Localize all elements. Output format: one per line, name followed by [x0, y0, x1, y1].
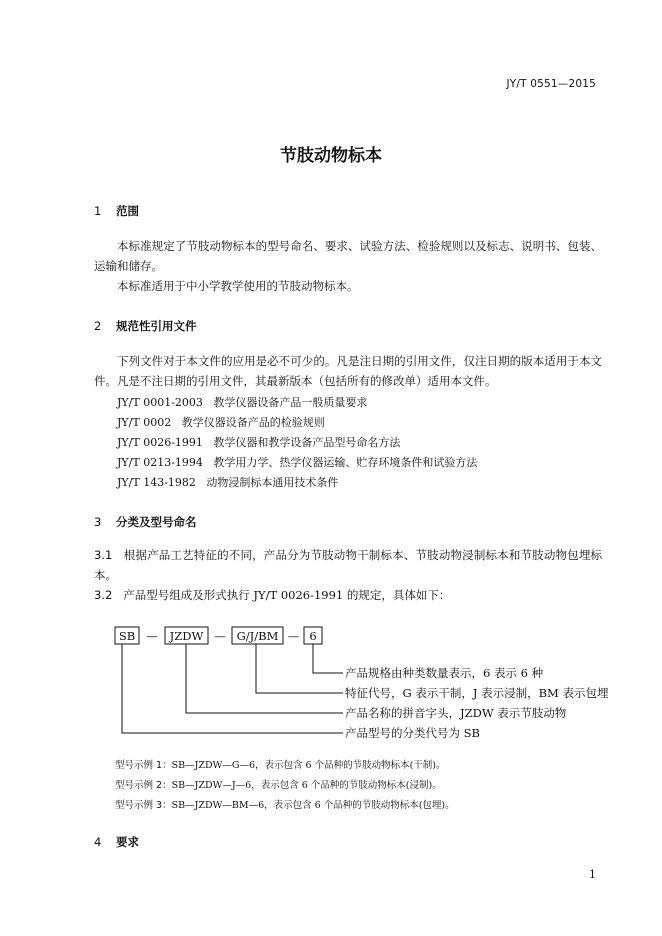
example-text: SB—JZDW—G—6，表示包含 6 个品种的节肢动物标本(干制)。	[171, 760, 446, 771]
reference-code: JY/T 0002	[117, 416, 172, 429]
clause-text: 产品型号组成及形式执行 JY/T 0026-1991 的规定，具体如下：	[123, 588, 451, 602]
box-label-jzdw: JZDW	[169, 629, 204, 643]
section-number: 1	[94, 204, 102, 218]
reference-code: JY/T 0026-1991	[117, 436, 203, 449]
section-number: 3	[94, 515, 102, 529]
reference-code: JY/T 0213-1994	[117, 456, 203, 469]
box-label-g-j-bm: G/J/BM	[236, 629, 279, 643]
annotation-class-code: 产品型号的分类代号为 SB	[345, 726, 480, 740]
reference-title: 教学用力学、热学仪器运输、贮存环境条件和试验方法	[213, 456, 478, 469]
section-title: 要求	[116, 835, 139, 849]
section-4-heading	[94, 834, 139, 850]
leader-line-3	[186, 644, 343, 713]
leader-line-4	[122, 644, 343, 733]
reference-title: 教学仪器设备产品一般质量要求	[213, 396, 368, 409]
leader-line-1	[313, 644, 343, 673]
section-1-paragraph-1: 本标准规定了节肢动物标本的型号命名、要求、试验方法、检验规则以及标志、说明书、包装、运输和储存。	[94, 239, 602, 273]
reference-code: JY/T 143-1982	[117, 476, 196, 489]
clause-number: 3.1	[94, 548, 113, 562]
section-title: 规范性引用文件	[116, 319, 197, 333]
model-example-2	[115, 777, 442, 791]
section-number: 4	[94, 835, 102, 849]
reference-code: JY/T 0001-2003	[117, 396, 203, 409]
annotation-spec: 产品规格由种类数量表示，6 表示 6 种	[345, 666, 544, 680]
annotation-name-initials: 产品名称的拼音字头，JZDW 表示节肢动物	[345, 706, 567, 720]
example-label: 型号示例 3：	[115, 800, 172, 811]
leader-line-2	[256, 644, 343, 693]
section-title: 范围	[116, 204, 139, 218]
model-example-3	[115, 797, 455, 811]
page-number: 1	[589, 868, 596, 881]
reference-title: 动物浸制标本通用技术条件	[206, 476, 339, 489]
section-1-paragraph-2: 本标准适用于中小学教学使用的节肢动物标本。	[117, 279, 359, 293]
page-title: 节肢动物标本	[280, 146, 382, 166]
reference-title: 教学仪器设备产品的检验规则	[181, 416, 325, 429]
clause-number: 3.2	[94, 588, 113, 602]
model-example-1	[115, 757, 446, 771]
clause-text: 根据产品工艺特征的不同，产品分为节肢动物干制标本、节肢动物浸制标本和节肢动物包埋标本。	[94, 548, 603, 582]
box-label-sb: SB	[118, 629, 136, 643]
example-label: 型号示例 1：	[115, 760, 172, 771]
reference-title: 教学仪器和教学设备产品型号命名方法	[213, 436, 401, 449]
standard-code: JY/T 0551—2015	[506, 78, 596, 90]
annotation-feature-code: 特征代号，G 表示干制，J 表示浸制，BM 表示包埋	[345, 686, 609, 700]
separator-dash: —	[146, 629, 158, 643]
example-label: 型号示例 2：	[115, 780, 172, 791]
section-number: 2	[94, 319, 102, 333]
separator-dash: —	[214, 629, 226, 643]
separator-dash: —	[287, 629, 300, 643]
example-text: SB—JZDW—BM—6，表示包含 6 个品种的节肢动物标本(包埋)。	[171, 800, 455, 811]
section-title: 分类及型号命名	[116, 515, 197, 529]
box-label-6: 6	[309, 629, 317, 643]
section-2-intro: 下列文件对于本文件的应用是必不可少的。凡是注日期的引用文件，仅注日期的版本适用于本文件。凡是不注日期的引用文件，其最新版本（包括所有的修改单）适用本文件。	[94, 354, 602, 388]
example-text: SB—JZDW—J—6，表示包含 6 个品种的节肢动物标本(浸制)。	[171, 780, 442, 791]
